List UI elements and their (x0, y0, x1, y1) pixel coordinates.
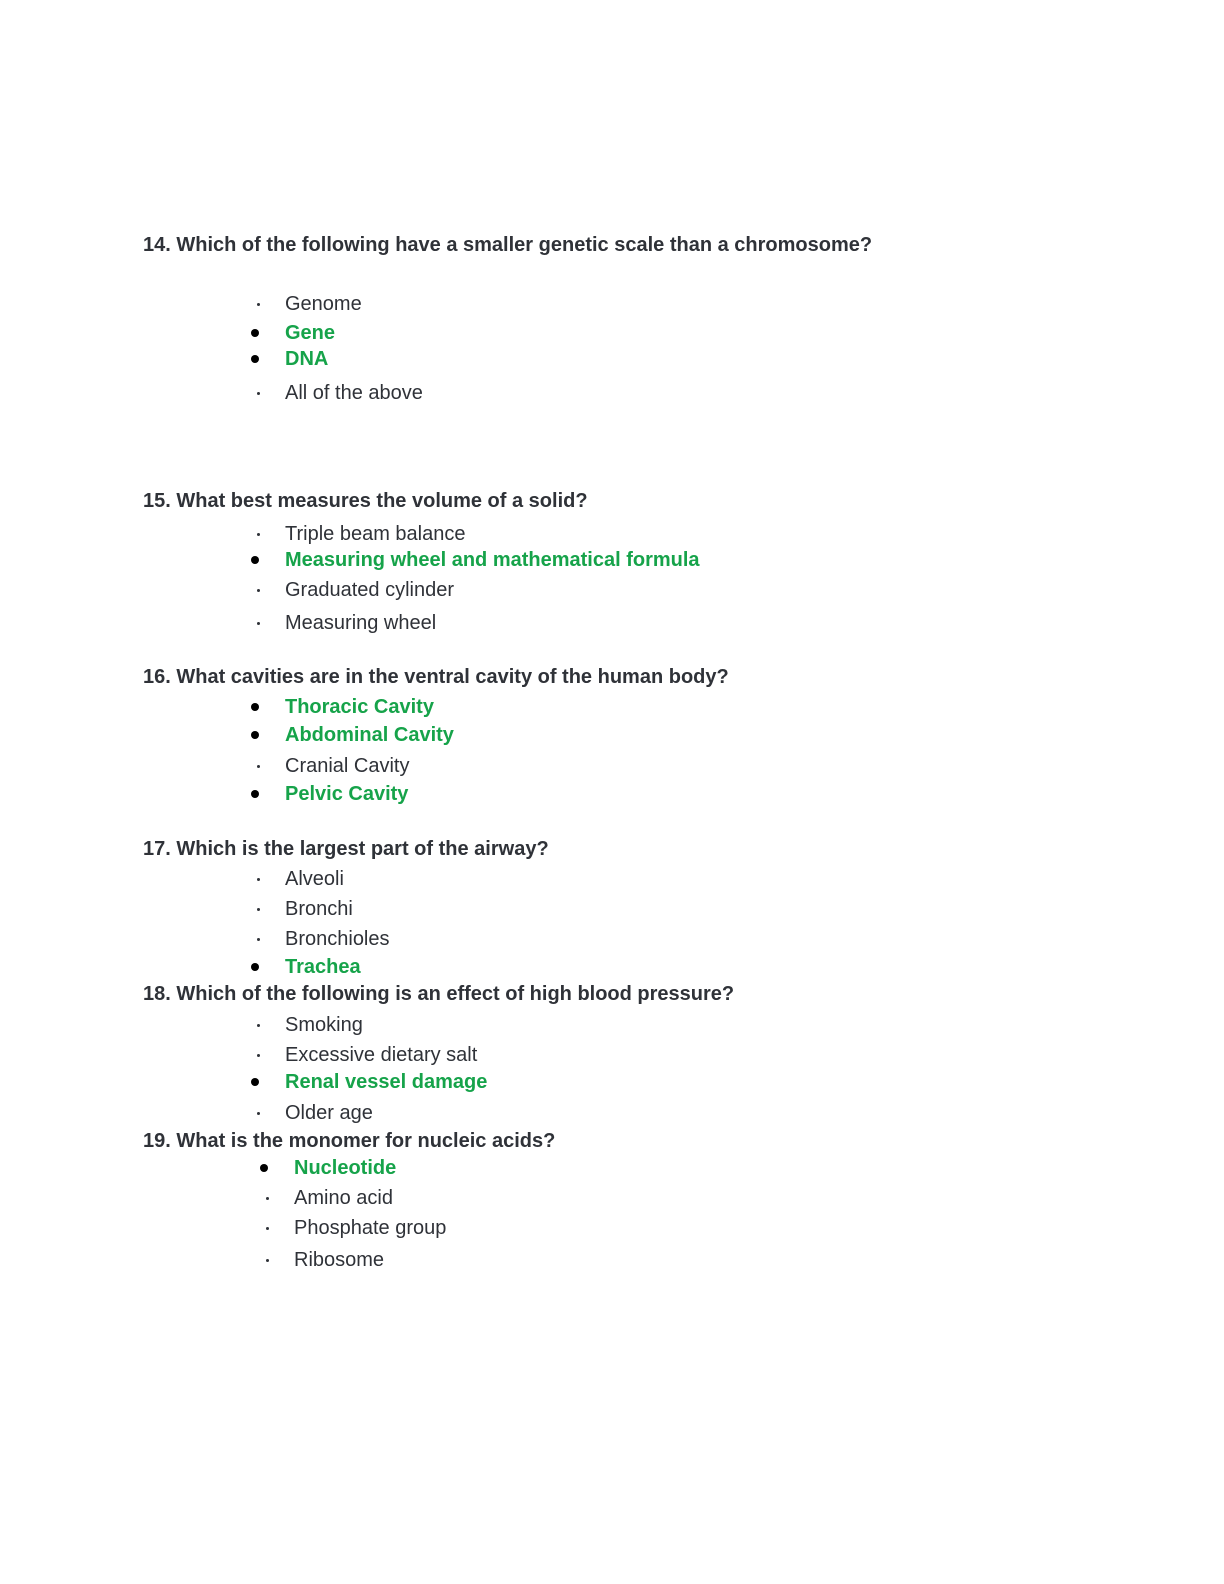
bullet-icon (251, 723, 263, 747)
option-label: Phosphate group (294, 1217, 447, 1239)
bullet-icon (264, 1216, 276, 1240)
option-label: Amino acid (294, 1187, 393, 1209)
option-label: Gene (285, 322, 336, 344)
bullet-icon (255, 927, 267, 951)
option-label: Renal vessel damage (285, 1071, 488, 1093)
bullet-icon (255, 1043, 267, 1067)
bullet-icon (255, 1013, 267, 1037)
option-label: Graduated cylinder (285, 579, 454, 601)
bullet-icon (251, 955, 263, 979)
question-17: 17. Which is the largest part of the airway? (143, 838, 549, 860)
option-label: Older age (285, 1102, 373, 1124)
option-label: Abdominal Cavity (285, 724, 454, 746)
option-label: Pelvic Cavity (285, 783, 409, 805)
option-label: Alveoli (285, 868, 344, 890)
option-label: Measuring wheel and mathematical formula (285, 549, 700, 571)
bullet-icon (251, 548, 263, 572)
option-label: Trachea (285, 956, 361, 978)
bullet-icon (255, 578, 267, 602)
option-label: Bronchi (285, 898, 353, 920)
bullet-icon (255, 897, 267, 921)
bullet-icon (251, 1070, 263, 1094)
bullet-icon (251, 695, 263, 719)
question-15: 15. What best measures the volume of a solid? (143, 490, 588, 512)
bullet-icon (251, 347, 263, 371)
option-label: Measuring wheel (285, 612, 437, 634)
option-label: All of the above (285, 382, 423, 404)
question-14: 14. Which of the following have a smaller genetic scale than a chromosome? (143, 234, 873, 256)
bullet-icon (251, 782, 263, 806)
bullet-icon (264, 1248, 276, 1272)
bullet-icon (255, 754, 267, 778)
bullet-icon (255, 292, 267, 316)
bullet-icon (255, 867, 267, 891)
option-label: Smoking (285, 1014, 363, 1036)
option-label: Thoracic Cavity (285, 696, 434, 718)
bullet-icon (255, 611, 267, 635)
bullet-icon (251, 321, 263, 345)
option-label: Ribosome (294, 1249, 385, 1271)
option-label: Genome (285, 293, 362, 315)
bullet-icon (255, 381, 267, 405)
option-label: Nucleotide (294, 1157, 397, 1179)
bullet-icon (264, 1186, 276, 1210)
bullet-icon (255, 522, 267, 546)
question-18: 18. Which of the following is an effect of high blood pressure? (143, 983, 735, 1005)
question-16: 16. What cavities are in the ventral cavity of the human body? (143, 666, 729, 688)
option-label: Bronchioles (285, 928, 390, 950)
option-label: Excessive dietary salt (285, 1044, 478, 1066)
option-label: Triple beam balance (285, 523, 466, 545)
question-19: 19. What is the monomer for nucleic acids? (143, 1130, 556, 1152)
bullet-icon (255, 1101, 267, 1125)
option-label: DNA (285, 348, 329, 370)
bullet-icon (260, 1156, 272, 1180)
option-label: Cranial Cavity (285, 755, 410, 777)
